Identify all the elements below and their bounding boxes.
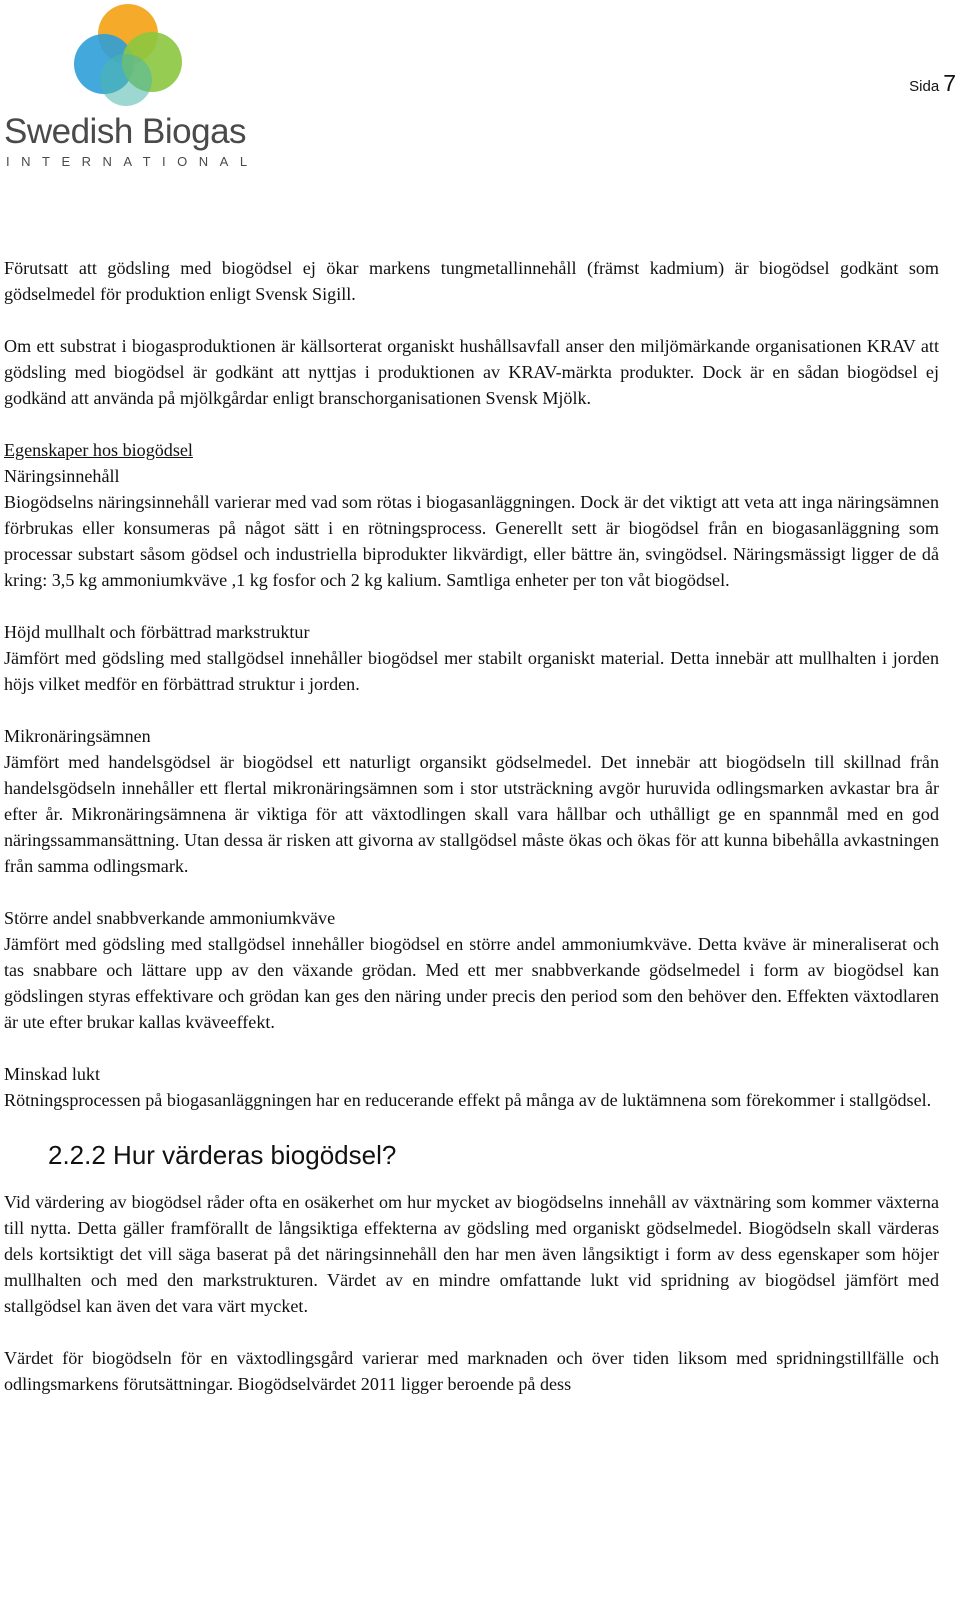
document-body bbox=[4, 255, 939, 1423]
page-number bbox=[909, 70, 956, 97]
paragraph-vardering: Vid värdering av biogödsel råder ofta en osäkerhet om hur mycket av biogödselns innehåll av växtnäring som kommer växterna till nytta. Detta gäller framförallt de långsiktiga effekterna av gödsling med organiskt gödselmedel. Biogödseln skall värderas dels kortsiktigt det vill säga baserat på det näringsinnehåll den har men även långsiktigt i form av dess egenskaper som höjer mullhalten och med den markstrukturen. Värdet av en mindre omfattande lukt vid spridning av biogödsel jämfört med stallgödsel kan även det vara värt mycket. bbox=[4, 1192, 939, 1316]
paragraph-krav: Om ett substrat i biogasproduktionen är källsorterat organiskt hushållsavfall anser den miljömärkande organisationen KRAV att gödsling med biogödsel är godkänt att nyttjas i produktionen av KRAV-märkta produkter. Dock är en sådan biogödsel ej godkänd att använda på mjölkgårdar enligt branschorganisationen Svensk Mjölk. bbox=[4, 336, 939, 408]
section-heading-egenskaper: Egenskaper hos biogödsel bbox=[4, 440, 193, 460]
paragraph-mullhalt: Jämfört med gödsling med stallgödsel innehåller biogödsel mer stabilt organiskt material. Detta innebär att mullhalten i jorden höjs vilket medför en förbättrad struktur i jorden. bbox=[4, 648, 939, 694]
paragraph-vardet: Värdet för biogödseln för en växtodlingsgård varierar med marknaden och över tiden liksom med spridningstillfälle och odlingsmarkens förutsättningar. Biogödselvärdet 2011 ligger beroende på dess bbox=[4, 1348, 939, 1394]
paragraph-naringsinnehall: Biogödselns näringsinnehåll varierar med vad som rötas i biogasanläggningen. Dock är det viktigt att veta att inga näringsämnen förbrukas eller konsumeras på något sätt i en rötningsprocess. Generellt sett är biogödsel från en biogasanläggning som processar substart såsom gödsel och industriella biprodukter likvärdigt, eller bättre än, svingödsel. Näringsmässigt ligger de då kring: 3,5 kg ammoniumkväve ,1 kg fosfor och 2 kg kalium. Samtliga enheter per ton våt biogödsel. bbox=[4, 492, 939, 590]
subheading-mullhalt: Höjd mullhalt och förbättrad markstruktur bbox=[4, 622, 310, 642]
page-header bbox=[0, 0, 960, 190]
subheading-minskad-lukt: Minskad lukt bbox=[4, 1064, 100, 1084]
paragraph-svensk-sigill: Förutsatt att gödsling med biogödsel ej ökar markens tungmetallinnehåll (främst kadmium) är biogödsel godkänt som gödselmedel för produktion enligt Svensk Sigill. bbox=[4, 258, 939, 304]
logo-tagline-text: INTERNATIONAL bbox=[6, 154, 259, 169]
swedish-biogas-logo bbox=[2, 2, 270, 172]
logo-circles-icon bbox=[74, 2, 186, 114]
section-heading-hur-varderas: 2.2.2 Hur värderas biogödsel? bbox=[48, 1140, 397, 1170]
page-label: Sida bbox=[909, 78, 940, 95]
logo-brand-text: Swedish Biogas bbox=[4, 112, 247, 151]
subheading-ammoniumkvave: Större andel snabbverkande ammoniumkväve bbox=[4, 908, 336, 928]
paragraph-mikronaringsamnen: Jämfört med handelsgödsel är biogödsel ett naturligt organsikt gödselmedel. Det innebär att biogödseln till skillnad från handelsgödseln innehåller ett flertal mikronäringsämnen som i stor utsträckning avgör huruvida odlingsmarken avkastar bra år efter år. Mikronäringsämnena är viktiga för att växtodlingen skall vara hållbar och uthålligt ge en spannmål med en god näringssammansättning. Utan dessa är risken att givorna av stallgödsel måste ökas och ökas för att kunna bibehålla avkastningen från samma odlingsmark. bbox=[4, 752, 939, 876]
paragraph-ammoniumkvave: Jämfört med gödsling med stallgödsel innehåller biogödsel en större andel ammoniumkväve. Detta kväve är mineraliserat och tas snabbare och lättare upp av den växande grödan. Med ett mer snabbverkande gödselmedel i form av biogödsel kan gödslingen styras effektivare och grödan kan ges den näring under precis den period som den behöver den. Effekten växtodlaren är ute efter brukar kallas kväveeffekt. bbox=[4, 934, 939, 1032]
paragraph-minskad-lukt: Rötningsprocessen på biogasanläggningen har en reducerande effekt på många av de luktämnena som förekommer i stallgödsel. bbox=[4, 1090, 932, 1110]
page-number-value: 7 bbox=[943, 70, 956, 96]
subheading-naringsinnehall: Näringsinnehåll bbox=[4, 466, 120, 486]
subheading-mikronaringsamnen: Mikronäringsämnen bbox=[4, 726, 151, 746]
